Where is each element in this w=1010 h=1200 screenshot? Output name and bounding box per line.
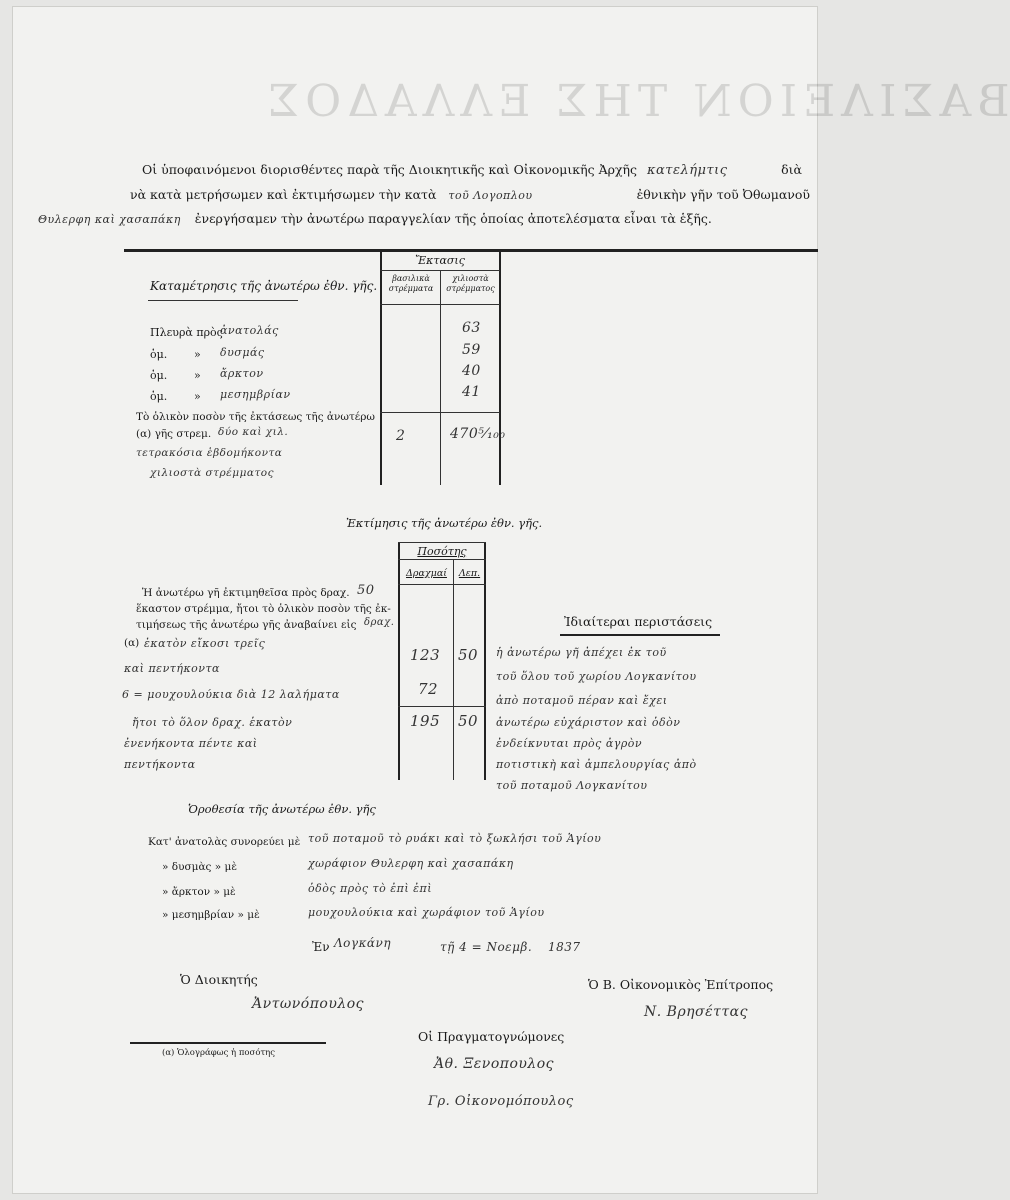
valuation-text-2: ἕκαστον στρέμμα, ἤτοι τὸ ὁλικὸν ποσὸν τῆς ἐκ- bbox=[136, 603, 391, 615]
valuation-footnote-mark: (α) bbox=[124, 637, 140, 649]
intro-text-1-end: διὰ bbox=[781, 162, 802, 177]
amount-header: Ποσότης bbox=[417, 545, 467, 558]
boundary-west-label: » δυσμὰς » μὲ bbox=[162, 861, 237, 873]
boundary-west-hand: χωράφιον Θυλερφη καὶ χασαπάκη bbox=[308, 857, 514, 870]
administrator-signature: Ἀντωνόπουλος bbox=[252, 996, 365, 1012]
total-hand-1: δύο καὶ χιλ. bbox=[218, 426, 289, 438]
row-north-quote: » bbox=[194, 369, 201, 382]
intro-hand-2: τοῦ Λογοπλου bbox=[448, 189, 533, 202]
date-year: 1837 bbox=[548, 940, 581, 954]
row-south-value: 41 bbox=[462, 384, 481, 400]
intro-hand-1: κατελήμτις bbox=[647, 163, 728, 178]
boundary-east-hand: τοῦ ποταμοῦ τὸ ρυάκι καὶ τὸ ξωκλήσι τοῦ Ἁγίου bbox=[308, 832, 602, 845]
valuation-hand-4: ἤτοι τὸ ὅλον δραχ. ἑκατὸν bbox=[132, 716, 293, 729]
extent-header: Ἔκτασις bbox=[415, 254, 465, 267]
row-east-hand: ἀνατολάς bbox=[220, 324, 279, 337]
row-east-value: 63 bbox=[462, 320, 481, 336]
row-west-quote: » bbox=[194, 348, 201, 361]
amount-subheader-line bbox=[398, 584, 486, 585]
date-place: Λογκάνη bbox=[334, 936, 392, 950]
footnote: (α) Ὁλογράφως ἡ ποσότης bbox=[162, 1048, 276, 1058]
bleed-through-heading: ΒΑΣΙΛΕΙΟΝ ΤΗΣ ΕΛΛΑΔΟΣ bbox=[262, 76, 1010, 127]
intro-text-3: ἐνεργήσαμεν τὴν ἀνωτέρω παραγγελίαν τῆς ὁποίας ἀποτελέσματα εἶναι τὰ ἑξῆς. bbox=[194, 211, 712, 226]
special-hand-4: ἀνωτέρω εὐχάριστον καὶ ὁδὸν bbox=[496, 716, 681, 729]
valuation-text-3-hand: δραχ. bbox=[364, 617, 395, 628]
row-east-label: Πλευρὰ πρὸς bbox=[150, 326, 223, 339]
economic-commissioner-label: Ὁ Β. Οἰκονομικὸς Ἐπίτροπος bbox=[588, 977, 774, 992]
intro-text-2: νὰ κατὰ μετρήσωμεν καὶ ἐκτιμήσωμεν τὴν κατὰ bbox=[130, 187, 437, 202]
economic-commissioner-signature: Ν. Βρησέττας bbox=[644, 1004, 748, 1020]
boundary-south-hand: μουχουλούκια καὶ χωράφιον τοῦ Ἁγίου bbox=[308, 906, 545, 919]
extent-table-divider bbox=[440, 270, 441, 485]
amount-col-drachmai: Δραχμαί bbox=[406, 568, 447, 579]
valuation-hand-2: καὶ πεντήκοντα bbox=[124, 662, 220, 675]
row-west-value: 59 bbox=[462, 342, 481, 358]
valuation-title: Ἐκτίμησις τῆς ἀνωτέρω ἐθν. γῆς. bbox=[346, 516, 543, 530]
row-south-quote: » bbox=[194, 390, 201, 403]
total-hand-2: τετρακόσια ἑβδομήκοντα bbox=[136, 447, 283, 459]
valuation-hand-1: ἑκατὸν εἴκοσι τρεῖς bbox=[144, 637, 266, 650]
amount-col-lepta: Λεπ. bbox=[458, 568, 481, 579]
special-title: Ἰδιαίτεραι περιστάσεις bbox=[564, 614, 713, 629]
amount-table-right-border bbox=[484, 542, 486, 780]
row-west-hand: δυσμάς bbox=[220, 346, 265, 359]
extent-subheader-line bbox=[380, 304, 500, 305]
experts-label: Οἱ Πραγματογνώμονες bbox=[418, 1029, 565, 1044]
valuation-text-3: τιμήσεως τῆς ἀνωτέρω γῆς ἀναβαίνει εἰς bbox=[136, 619, 357, 631]
row-north-hand: ἄρκτον bbox=[220, 367, 264, 380]
document-page bbox=[12, 6, 1010, 1194]
extent-col-thousandths: χιλιοστὰ στρέμματος bbox=[446, 274, 495, 293]
valuation-hand-6: πεντήκοντα bbox=[124, 758, 196, 771]
expert-signature-2: Γρ. Οἰκονομόπουλος bbox=[428, 1094, 574, 1109]
special-hand-3: ἀπὸ ποταμοῦ πέραν καὶ ἔχει bbox=[496, 694, 668, 707]
footnote-divider bbox=[130, 1042, 326, 1044]
extent-header-line bbox=[380, 270, 500, 271]
valuation-hand-3: 6 = μουχουλούκια διὰ 12 λαλήματα bbox=[122, 688, 340, 701]
valuation-text-1: Ἡ ἀνωτέρω γῆ ἐκτιμηθεῖσα πρὸς δραχ. bbox=[142, 587, 350, 599]
expert-signature-1: Ἀθ. Ξενοπουλος bbox=[434, 1056, 555, 1072]
total-stremmata-value: 2 bbox=[396, 428, 406, 444]
measurement-title: Καταμέτρησις τῆς ἀνωτέρω ἐθν. γῆς. bbox=[150, 279, 378, 293]
amount-row2-drachmai: 72 bbox=[418, 680, 439, 698]
extent-total-line bbox=[380, 412, 500, 413]
intro-text-2-end: ἐθνικὴν γῆν τοῦ Ὀθωμανοῦ bbox=[636, 187, 810, 202]
extent-col-stremmata: βασιλικὰ στρέμματα bbox=[388, 274, 434, 293]
special-hand-1: ἡ ἀνωτέρω γῆ ἀπέχει ἐκ τοῦ bbox=[496, 646, 667, 659]
boundary-north-label: » ἄρκτον » μὲ bbox=[162, 886, 236, 898]
intro-line-3 bbox=[38, 211, 810, 226]
intro-line-2 bbox=[130, 187, 810, 202]
special-hand-7: τοῦ ποταμοῦ Λογκανίτου bbox=[496, 779, 648, 792]
date-day: τῇ 4 = Νοεμβ. bbox=[440, 940, 533, 954]
boundaries-title: Ὁροθεσία τῆς ἀνωτέρω ἐθν. γῆς bbox=[188, 802, 376, 816]
boundary-south-label: » μεσημβρίαν » μὲ bbox=[162, 909, 260, 921]
amount-sum-line bbox=[398, 706, 486, 707]
intro-text-1: Οἱ ὑποφαινόμενοι διορισθέντες παρὰ τῆς Διοικητικῆς καὶ Οἰκονομικῆς Ἀρχῆς bbox=[142, 162, 638, 177]
valuation-rate-hand: 50 bbox=[357, 583, 375, 598]
total-thousandths-value: 470⁵⁄₁₀₀ bbox=[450, 426, 506, 442]
row-west-label: ὁμ. bbox=[150, 348, 168, 361]
amount-header-line bbox=[398, 559, 486, 560]
total-text-2: (α) γῆς στρεμ. bbox=[136, 428, 212, 440]
amount-row3-lepta: 50 bbox=[458, 712, 479, 730]
total-text-1: Τὸ ὁλικὸν ποσὸν τῆς ἐκτάσεως τῆς ἀνωτέρω bbox=[136, 411, 375, 423]
measurement-title-underline bbox=[148, 300, 298, 301]
amount-row1-drachmai: 123 bbox=[410, 646, 441, 664]
extent-table-right-border bbox=[499, 252, 501, 485]
row-north-value: 40 bbox=[462, 363, 481, 379]
amount-table-divider bbox=[453, 559, 454, 780]
total-hand-3: χιλιοστὰ στρέμματος bbox=[150, 467, 275, 479]
boundary-north-hand: ὁδὸς πρὸς τὸ ἐπὶ ἐπὶ bbox=[308, 882, 433, 895]
special-hand-5: ἐνδείκνυται πρὸς ἀγρὸν bbox=[496, 737, 643, 750]
intro-divider bbox=[124, 249, 818, 252]
row-north-label: ὁμ. bbox=[150, 369, 168, 382]
special-hand-6: ποτιστικὴ καὶ ἀμπελουργίας ἀπὸ bbox=[496, 758, 697, 771]
amount-row1-lepta: 50 bbox=[458, 646, 479, 664]
administrator-label: Ὁ Διοικητής bbox=[180, 972, 258, 987]
row-south-hand: μεσημβρίαν bbox=[220, 388, 291, 401]
row-south-label: ὁμ. bbox=[150, 390, 168, 403]
valuation-hand-5: ἐνενήκοντα πέντε καὶ bbox=[124, 737, 258, 750]
special-hand-2: τοῦ ὅλου τοῦ χωρίου Λογκανίτου bbox=[496, 670, 697, 683]
special-title-underline bbox=[560, 634, 720, 636]
intro-line-1 bbox=[142, 162, 802, 178]
intro-hand-3: Θυλερφη καὶ χασαπάκη bbox=[38, 213, 181, 226]
amount-row3-drachmai: 195 bbox=[410, 712, 441, 730]
boundary-east-label: Κατ' ἀνατολὰς συνορεύει μὲ bbox=[148, 836, 301, 848]
date-prefix: Ἐν bbox=[312, 940, 330, 954]
amount-top-line bbox=[398, 542, 486, 543]
